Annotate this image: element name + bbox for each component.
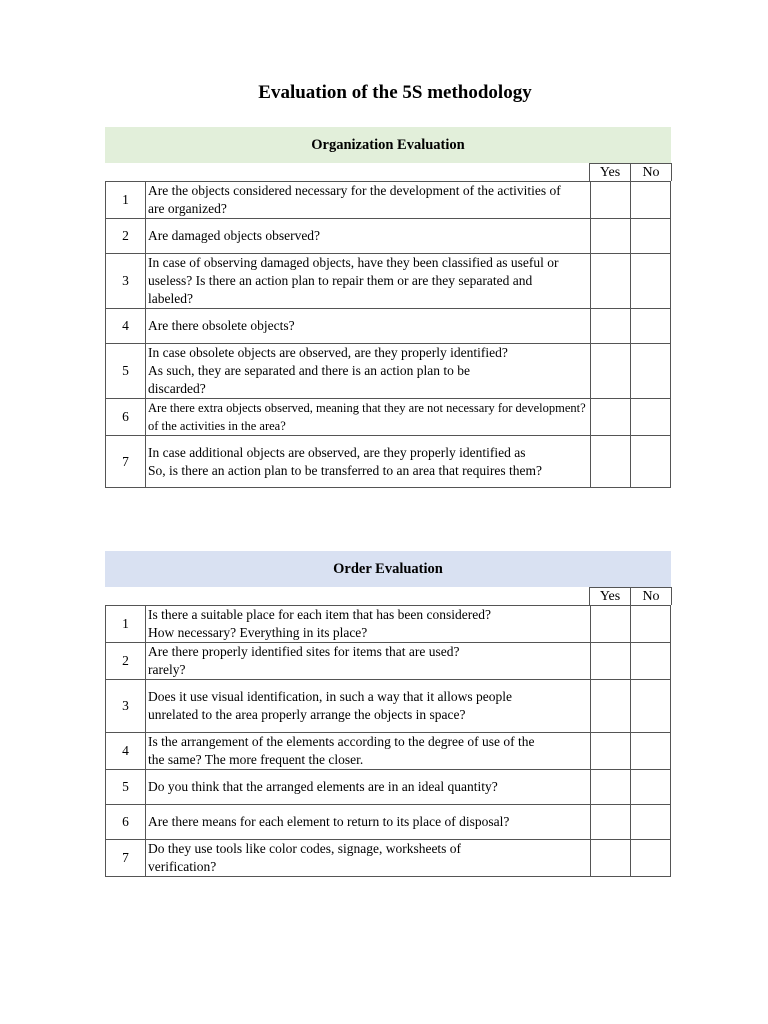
- table-row: [106, 309, 671, 344]
- no-answer-cell[interactable]: [631, 436, 671, 488]
- row-number: 4: [106, 309, 146, 344]
- yes-no-header: [589, 163, 672, 181]
- no-column-label: No: [630, 588, 671, 605]
- yes-answer-cell[interactable]: [591, 309, 631, 344]
- question-text: Is there a suitable place for each item that has been considered? How necessary? Everything in its place?: [146, 606, 591, 643]
- yes-answer-cell[interactable]: [591, 643, 631, 680]
- question-text: Is the arrangement of the elements according to the degree of use of the the same? The more frequent the closer.: [146, 733, 591, 770]
- yes-answer-cell[interactable]: [591, 182, 631, 219]
- document-title: Evaluation of the 5S methodology: [258, 82, 532, 103]
- row-number: 3: [106, 254, 146, 309]
- no-answer-cell[interactable]: [631, 643, 671, 680]
- no-answer-cell[interactable]: [631, 254, 671, 309]
- no-answer-cell[interactable]: [631, 399, 671, 436]
- row-number: 2: [106, 219, 146, 254]
- row-number: 5: [106, 770, 146, 805]
- yes-answer-cell[interactable]: [591, 254, 631, 309]
- table-row: [106, 219, 671, 254]
- yes-answer-cell[interactable]: [591, 770, 631, 805]
- row-number: 1: [106, 606, 146, 643]
- no-answer-cell[interactable]: [631, 219, 671, 254]
- question-text: Are there extra objects observed, meaning that they are not necessary for development? of the activities in the area?: [146, 399, 591, 436]
- order-evaluation-section: [105, 551, 671, 877]
- row-number: 5: [106, 344, 146, 399]
- order-evaluation-table: [105, 605, 671, 877]
- organization-evaluation-section: [105, 127, 671, 488]
- table-row: [106, 733, 671, 770]
- yes-column-label: Yes: [599, 165, 621, 180]
- row-number: 7: [106, 436, 146, 488]
- no-answer-cell[interactable]: [631, 344, 671, 399]
- table-row: [106, 606, 671, 643]
- yes-answer-cell[interactable]: [591, 680, 631, 733]
- table-row: [106, 643, 671, 680]
- table-row: [106, 399, 671, 436]
- table-row: [106, 254, 671, 309]
- yes-answer-cell[interactable]: [591, 399, 631, 436]
- no-answer-cell[interactable]: [631, 680, 671, 733]
- yes-answer-cell[interactable]: [591, 606, 631, 643]
- no-answer-cell[interactable]: [631, 309, 671, 344]
- row-number: 3: [106, 680, 146, 733]
- row-number: 6: [106, 399, 146, 436]
- row-number: 2: [106, 643, 146, 680]
- table-row: [106, 436, 671, 488]
- question-text: In case of observing damaged objects, have they been classified as useful or useless? Is there an action plan to repair them or are they separated and labeled?: [146, 254, 591, 309]
- section-header-order: Order Evaluation: [105, 551, 671, 587]
- no-answer-cell[interactable]: [631, 182, 671, 219]
- no-answer-cell[interactable]: [631, 733, 671, 770]
- question-text: Are the objects considered necessary for the development of the activities of are organized?: [146, 182, 591, 219]
- table-row: [106, 805, 671, 840]
- row-number: 6: [106, 805, 146, 840]
- organization-evaluation-table: [105, 181, 671, 488]
- question-text: Are damaged objects observed?: [146, 219, 591, 254]
- question-text: Are there properly identified sites for items that are used? rarely?: [146, 643, 591, 680]
- question-text: Does it use visual identification, in such a way that it allows people unrelated to the area properly arrange the objects in space?: [146, 680, 591, 733]
- yes-answer-cell[interactable]: [591, 805, 631, 840]
- row-number: 1: [106, 182, 146, 219]
- yes-answer-cell[interactable]: [591, 219, 631, 254]
- question-text: In case obsolete objects are observed, are they properly identified? As such, they are separated and there is an action plan to be discarded?: [146, 344, 591, 399]
- table-row: [106, 840, 671, 877]
- table-row: [106, 344, 671, 399]
- question-text: Do they use tools like color codes, signage, worksheets of verification?: [146, 840, 591, 877]
- row-number: 7: [106, 840, 146, 877]
- table-row: [106, 770, 671, 805]
- table-row: [106, 182, 671, 219]
- no-answer-cell[interactable]: [631, 840, 671, 877]
- question-text: In case additional objects are observed, are they properly identified as So, is there an action plan to be transferred to an area that requires them?: [146, 436, 591, 488]
- no-column-label: No: [630, 164, 671, 181]
- yes-answer-cell[interactable]: [591, 344, 631, 399]
- question-text: Do you think that the arranged elements are in an ideal quantity?: [146, 770, 591, 805]
- question-text: Are there means for each element to return to its place of disposal?: [146, 805, 591, 840]
- yes-column-label: Yes: [599, 589, 621, 604]
- no-answer-cell[interactable]: [631, 805, 671, 840]
- yes-no-header: [589, 587, 672, 605]
- no-answer-cell[interactable]: [631, 606, 671, 643]
- yes-answer-cell[interactable]: [591, 733, 631, 770]
- yes-answer-cell[interactable]: [591, 436, 631, 488]
- yes-answer-cell[interactable]: [591, 840, 631, 877]
- no-answer-cell[interactable]: [631, 770, 671, 805]
- table-row: [106, 680, 671, 733]
- question-text: Are there obsolete objects?: [146, 309, 591, 344]
- row-number: 4: [106, 733, 146, 770]
- section-header-organization: Organization Evaluation: [105, 127, 671, 163]
